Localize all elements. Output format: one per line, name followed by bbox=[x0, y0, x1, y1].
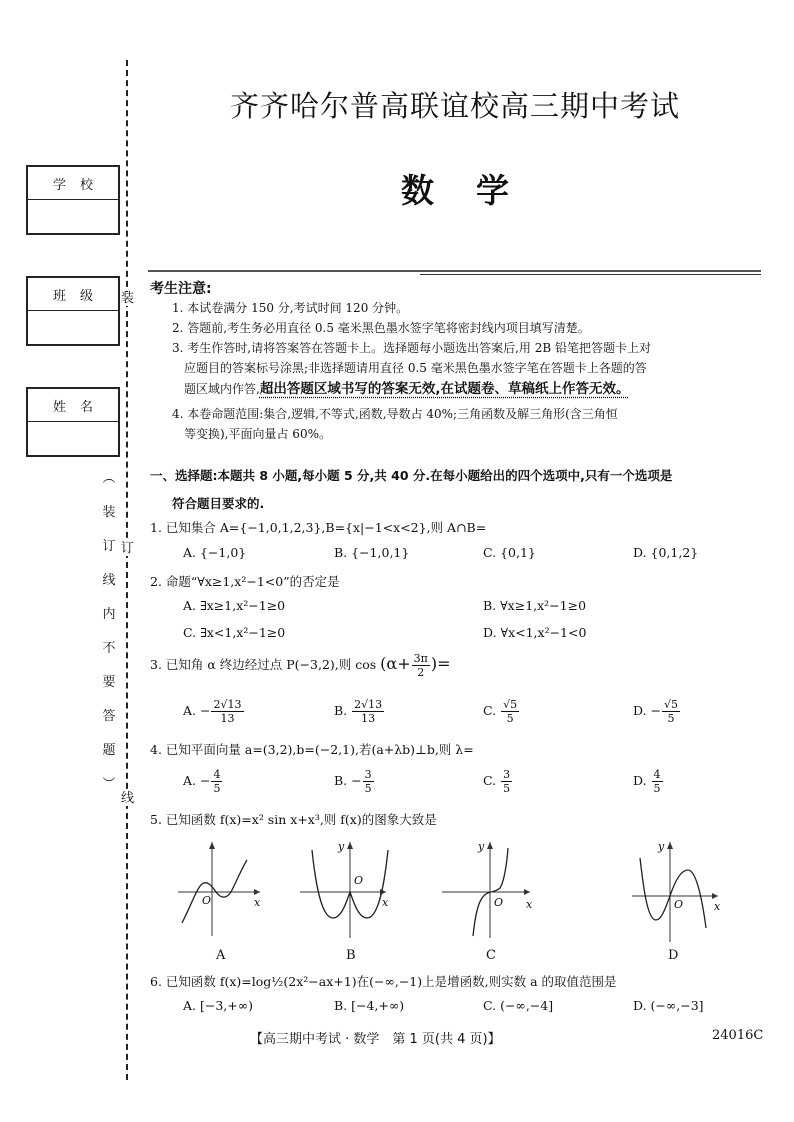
notice-text: 1. 本试卷满分 150 分,考试时间 120 分钟。 bbox=[172, 301, 409, 315]
notice-item-2 bbox=[172, 318, 772, 338]
binding-char: 线 bbox=[121, 791, 135, 806]
origin-label: O bbox=[202, 894, 212, 907]
exam-title: 齐齐哈尔普高联谊校高三期中考试 bbox=[229, 89, 680, 123]
y-axis-label: y bbox=[478, 840, 485, 853]
function-curve bbox=[640, 858, 706, 928]
stem-text: 3. 已知角 α 终边经过点 P(−3,2),则 cos bbox=[150, 657, 377, 672]
fraction bbox=[363, 768, 374, 795]
option-label: C. bbox=[483, 703, 497, 718]
binding-warning bbox=[99, 462, 119, 802]
subject-title: 数学 bbox=[401, 171, 551, 210]
binding-dashed-line bbox=[126, 60, 128, 1080]
question-6-stem: 6. 已知函数 f(x)=log½(2x²−ax+1)在(−∞,−1)上是增函数,则实数 a 的取值范围是 bbox=[150, 974, 617, 989]
question-4-option-d[interactable] bbox=[633, 768, 664, 795]
notice-item-1 bbox=[172, 298, 772, 318]
graph-b-svg bbox=[300, 838, 420, 948]
x-axis-label: x bbox=[526, 898, 533, 911]
warning-char: 要 bbox=[102, 675, 116, 690]
option-sign: − bbox=[650, 703, 662, 718]
notice-text: 应题目的答案标号涂黑;非选择题请用直径 0.5 毫米黑色墨水签字笔在答题卡上各题的答 bbox=[184, 361, 647, 375]
frac-num: 2√13 bbox=[213, 698, 242, 711]
frac-den: 13 bbox=[361, 712, 376, 725]
page-footer: 【高三期中考试 · 数学 第 1 页(共 4 页)】 bbox=[250, 1032, 501, 1047]
notice-item-4 bbox=[172, 404, 772, 444]
option-label: A. bbox=[183, 703, 197, 718]
notice-item-3 bbox=[172, 338, 772, 400]
option-label: C. bbox=[483, 773, 497, 788]
question-6-option-a[interactable]: A. [−3,+∞) bbox=[183, 998, 254, 1013]
graph-option-label: A bbox=[216, 948, 226, 963]
frac-den: 5 bbox=[667, 712, 675, 725]
x-axis-label: x bbox=[254, 896, 261, 909]
question-3-option-b[interactable] bbox=[334, 698, 385, 725]
warning-char: 题 bbox=[102, 743, 116, 758]
notice-text: 等变换),平面向量占 60%。 bbox=[184, 427, 331, 441]
fraction bbox=[211, 768, 222, 795]
graph-option-label: D bbox=[668, 948, 679, 963]
y-axis-label: y bbox=[338, 840, 345, 853]
frac-den: 5 bbox=[506, 712, 514, 725]
frac-num: 3π bbox=[413, 652, 428, 665]
frac-num: √5 bbox=[503, 698, 518, 711]
frac-num: 2√13 bbox=[354, 698, 383, 711]
question-4-option-b[interactable] bbox=[334, 768, 375, 795]
header-rule-secondary bbox=[420, 274, 761, 275]
class-field[interactable] bbox=[28, 311, 118, 344]
section-line: 一、选择题:本题共 8 小题,每小题 5 分,共 40 分.在每小题给出的四个选项中,只有一个选项是 bbox=[150, 468, 673, 483]
fraction bbox=[652, 768, 663, 795]
x-axis-arrow-icon bbox=[254, 889, 260, 895]
question-1-option-d[interactable]: D. {0,1,2} bbox=[633, 545, 699, 560]
warning-char: 答 bbox=[102, 709, 116, 724]
notice-emphasis: 超出答题区域书写的答案无效,在试题卷、草稿纸上作答无效。 bbox=[259, 381, 630, 397]
name-label: 姓名 bbox=[28, 389, 118, 422]
question-4-option-c[interactable] bbox=[483, 768, 513, 795]
question-5-option-d[interactable] bbox=[630, 838, 750, 963]
y-axis-arrow-icon bbox=[487, 842, 493, 849]
y-axis-arrow-icon bbox=[667, 842, 673, 849]
notice-title: 考生注意: bbox=[150, 281, 212, 297]
x-axis-label: x bbox=[714, 900, 721, 913]
option-sign: − bbox=[200, 773, 211, 788]
frac-den: 5 bbox=[653, 782, 661, 795]
graph-option-label: B bbox=[346, 948, 356, 963]
notice-text: 3. 考生作答时,请将答案答在答题卡上。选择题每小题选出答案后,用 2B 铅笔把答题卡上对 bbox=[172, 341, 651, 355]
question-1-option-b[interactable]: B. {−1,0,1} bbox=[334, 545, 410, 560]
origin-label: O bbox=[674, 898, 684, 911]
question-4-option-a[interactable] bbox=[183, 768, 223, 795]
question-2-option-d[interactable]: D. ∀x<1,x²−1<0 bbox=[483, 625, 587, 640]
frac-num: 4 bbox=[213, 768, 221, 781]
origin-label: O bbox=[354, 874, 364, 887]
fraction bbox=[352, 698, 384, 725]
frac-num: 4 bbox=[653, 768, 661, 781]
frac-den: 13 bbox=[220, 712, 235, 725]
frac-den: 5 bbox=[364, 782, 372, 795]
graph-d-svg bbox=[630, 838, 750, 948]
warning-char: 装 bbox=[102, 505, 116, 520]
option-sign: − bbox=[351, 773, 362, 788]
frac-num: 3 bbox=[364, 768, 372, 781]
graph-a-svg bbox=[172, 838, 292, 948]
binding-char: 装 bbox=[121, 291, 135, 306]
question-2-stem: 2. 命题“∀x≥1,x²−1<0”的否定是 bbox=[150, 574, 340, 589]
y-axis-arrow-icon bbox=[209, 842, 215, 849]
x-axis-arrow-icon bbox=[524, 889, 530, 895]
x-axis-arrow-icon bbox=[712, 893, 718, 899]
class-label: 班级 bbox=[28, 278, 118, 311]
warning-char: 订 bbox=[102, 539, 116, 554]
question-1-stem: 1. 已知集合 A={−1,0,1,2,3},B={x|−1<x<2},则 A∩B= bbox=[150, 520, 487, 535]
fraction bbox=[662, 698, 680, 725]
warning-char: ︶ bbox=[102, 777, 116, 792]
school-box bbox=[26, 165, 120, 235]
question-6-option-b[interactable]: B. [−4,+∞) bbox=[334, 998, 405, 1013]
notice-text: 2. 答题前,考生务必用直径 0.5 毫米黑色墨水签字笔将密封线内项目填写清楚。 bbox=[172, 321, 590, 335]
question-5-option-b[interactable] bbox=[300, 838, 420, 963]
option-label: B. bbox=[334, 703, 348, 718]
question-3-option-d[interactable] bbox=[633, 698, 681, 725]
origin-label: O bbox=[494, 896, 504, 909]
question-3-option-a[interactable] bbox=[183, 698, 245, 725]
warning-char: 不 bbox=[102, 641, 116, 656]
graph-option-label: C bbox=[486, 948, 496, 963]
option-sign: − bbox=[200, 703, 211, 718]
fraction bbox=[412, 652, 430, 679]
y-axis-arrow-icon bbox=[347, 842, 353, 849]
frac-den: 5 bbox=[503, 782, 511, 795]
question-6-option-d[interactable]: D. (−∞,−3] bbox=[633, 998, 704, 1013]
warning-char: 线 bbox=[102, 573, 116, 588]
name-box bbox=[26, 387, 120, 457]
frac-num: √5 bbox=[664, 698, 679, 711]
fraction bbox=[211, 698, 243, 725]
stem-suffix: )= bbox=[430, 654, 451, 673]
question-2-option-a[interactable]: A. ∃x≥1,x²−1≥0 bbox=[183, 598, 286, 613]
notice-text: 4. 本卷命题范围:集合,逻辑,不等式,函数,导数占 40%;三角函数及解三角形(含三角恒 bbox=[172, 407, 618, 421]
question-3-option-c[interactable] bbox=[483, 698, 520, 725]
warning-char: 内 bbox=[102, 607, 116, 622]
notice-text: 题区域内作答, bbox=[184, 382, 260, 396]
section-line: 符合题目要求的. bbox=[172, 496, 265, 511]
option-label: D. bbox=[633, 773, 647, 788]
stem-paren: (α+ bbox=[380, 654, 411, 673]
question-5-option-c[interactable] bbox=[440, 838, 560, 963]
school-label: 学校 bbox=[28, 167, 118, 200]
section-heading bbox=[150, 462, 765, 518]
frac-den: 5 bbox=[213, 782, 221, 795]
name-field[interactable] bbox=[28, 422, 118, 455]
option-label: B. bbox=[334, 773, 348, 788]
question-2-option-b[interactable]: B. ∀x≥1,x²−1≥0 bbox=[483, 598, 587, 613]
y-axis-label: y bbox=[658, 840, 665, 853]
option-label: A. bbox=[183, 773, 197, 788]
x-axis-label: x bbox=[382, 896, 389, 909]
class-box bbox=[26, 276, 120, 346]
graph-c-svg bbox=[440, 838, 560, 948]
frac-num: 3 bbox=[503, 768, 511, 781]
fraction bbox=[501, 698, 519, 725]
warning-char: ︵ bbox=[102, 471, 116, 486]
question-3-stem bbox=[150, 652, 451, 679]
school-field[interactable] bbox=[28, 200, 118, 233]
question-5-option-a[interactable] bbox=[172, 838, 292, 963]
question-6-option-c[interactable]: C. (−∞,−4] bbox=[483, 998, 554, 1013]
question-5-stem: 5. 已知函数 f(x)=x² sin x+x³,则 f(x)的图象大致是 bbox=[150, 812, 437, 827]
question-4-stem: 4. 已知平面向量 a=(3,2),b=(−2,1),若(a+λb)⊥b,则 λ= bbox=[150, 742, 474, 757]
header-rule bbox=[148, 270, 761, 272]
question-1-option-a[interactable]: A. {−1,0} bbox=[183, 545, 247, 560]
question-2-option-c[interactable]: C. ∃x<1,x²−1≥0 bbox=[183, 625, 286, 640]
frac-den: 2 bbox=[417, 666, 425, 679]
fraction bbox=[501, 768, 512, 795]
exam-code: 24016C bbox=[712, 1028, 764, 1043]
question-1-option-c[interactable]: C. {0,1} bbox=[483, 545, 536, 560]
binding-char: 订 bbox=[121, 541, 135, 556]
option-label: D. bbox=[633, 703, 647, 718]
